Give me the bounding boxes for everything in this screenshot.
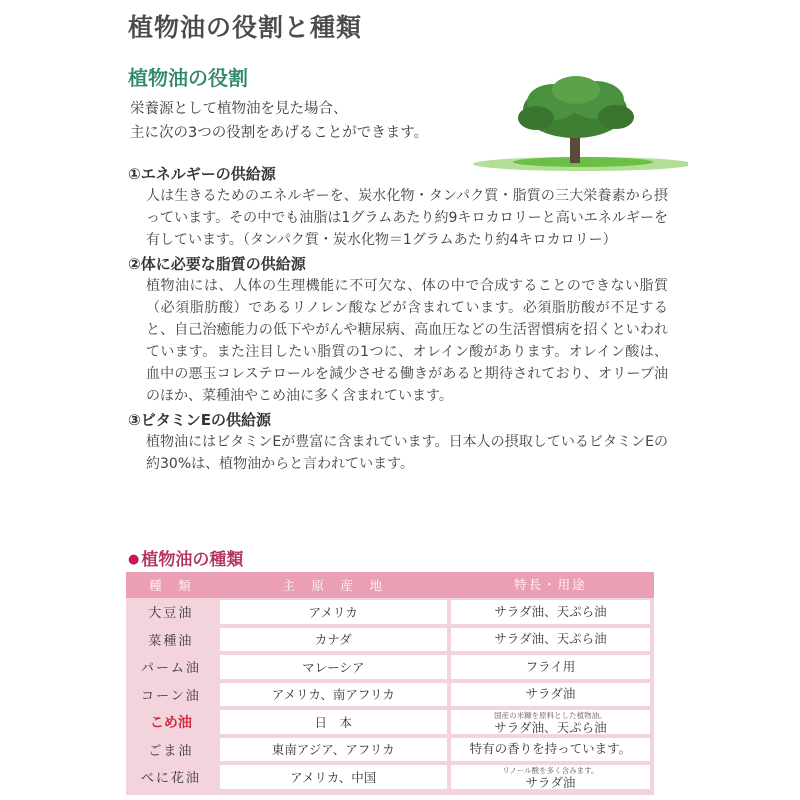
oil-note: 国産の米糠を原料とした植物油。: [494, 710, 607, 720]
role-heading: ②体に必要な脂質の供給源: [128, 255, 306, 273]
table-row: [126, 598, 654, 626]
role-heading: ③ビタミンEの供給源: [128, 411, 271, 429]
roles-list: [128, 163, 668, 477]
table-row: [126, 736, 654, 764]
oil-use: [451, 628, 650, 652]
oil-use: [451, 600, 650, 624]
oil-use-text: 特有の香りを持っています。: [469, 741, 632, 757]
oil-origin: マレーシア: [220, 655, 447, 679]
oil-use-text: サラダ油、天ぷら油: [494, 603, 607, 619]
oil-use-text: サラダ油、天ぷら油: [494, 631, 607, 647]
table-row: [126, 708, 654, 736]
intro-line: 栄養源として植物油を見た場合、: [130, 101, 348, 117]
oil-use: [451, 683, 650, 707]
intro-text: [130, 97, 428, 145]
types-title-text: 植物油の種類: [141, 550, 244, 570]
oil-types-table: [126, 572, 654, 795]
oil-use: [451, 655, 650, 679]
oil-name: 菜種油: [148, 633, 194, 649]
role-heading: ①エネルギーの供給源: [128, 165, 276, 183]
oil-use-text: サラダ油: [525, 686, 576, 702]
oil-name: ごま油: [148, 743, 194, 759]
oil-origin: アメリカ: [220, 600, 447, 624]
role-lipid: [128, 253, 668, 407]
oil-use-text: サラダ油: [525, 774, 576, 790]
oil-origin: アメリカ、南アフリカ: [220, 683, 447, 707]
bullet-dot-icon: ●: [128, 552, 140, 567]
header-use: 特長・用途: [514, 577, 587, 592]
table-header-row: [126, 572, 654, 598]
types-title: [128, 545, 243, 570]
oil-name: 大豆油: [148, 606, 194, 622]
oil-use: [451, 710, 650, 734]
section-title: 植物油の役割: [128, 66, 248, 90]
table-row: [126, 763, 654, 791]
intro-line: 主に次の3つの役割をあげることができます。: [130, 125, 429, 141]
oil-use-text: サラダ油、天ぷら油: [494, 719, 607, 735]
oil-name: パーム油: [140, 661, 201, 677]
role-vitamin-e: [128, 409, 668, 475]
oil-name-highlight: こめ油: [149, 714, 192, 731]
role-body: 植物油にはビタミンEが豊富に含まれています。日本人の摂取しているビタミンEの約30%は、植物油からと言われています。: [146, 434, 668, 472]
table-row: [126, 681, 654, 709]
header-type: 種 類: [149, 578, 193, 593]
role-energy: [128, 163, 668, 251]
oil-name: べに花油: [140, 771, 201, 787]
oil-use: [451, 738, 650, 762]
table-row: [126, 626, 654, 654]
role-body: 人は生きるためのエネルギーを、炭水化物・タンパク質・脂質の三大栄養素から摂っています。その中でも油脂は1グラムあたり約9キロカロリーと高いエネルギーを有しています。（タンパク質・炭水化物＝1グラムあたり約4キロカロリー）: [146, 188, 668, 248]
role-body: 植物油には、人体の生理機能に不可欠な、体の中で合成することのできない脂質（必須脂肪酸）であるリノレン酸などが含まれています。必須脂肪酸が不足すると、自己治癒能力の低下やがんや糖尿病、高血圧などの生活習慣病を招くといわれています。また注目したい脂質の1つに、オレイン酸があります。オレイン酸は、血中の悪玉コレステロールを減少させる働きがあると期待されており、オリーブ油のほか、菜種油やこめ油に多く含まれています。: [146, 278, 668, 404]
oil-origin: アメリカ、中国: [220, 765, 447, 789]
oil-use: [451, 765, 650, 789]
oil-origin: 日 本: [220, 710, 447, 734]
oil-name: コーン油: [140, 688, 201, 704]
oil-note: リノール酸を多く含みます。: [502, 765, 599, 775]
oil-origin: 東南アジア、アフリカ: [220, 738, 447, 762]
table-row: [126, 653, 654, 681]
page-title: 植物油の役割と種類: [128, 13, 363, 42]
header-origin: 主 原 産 地: [282, 578, 384, 593]
oil-use-text: フライ用: [525, 658, 576, 674]
oil-origin: カナダ: [220, 628, 447, 652]
